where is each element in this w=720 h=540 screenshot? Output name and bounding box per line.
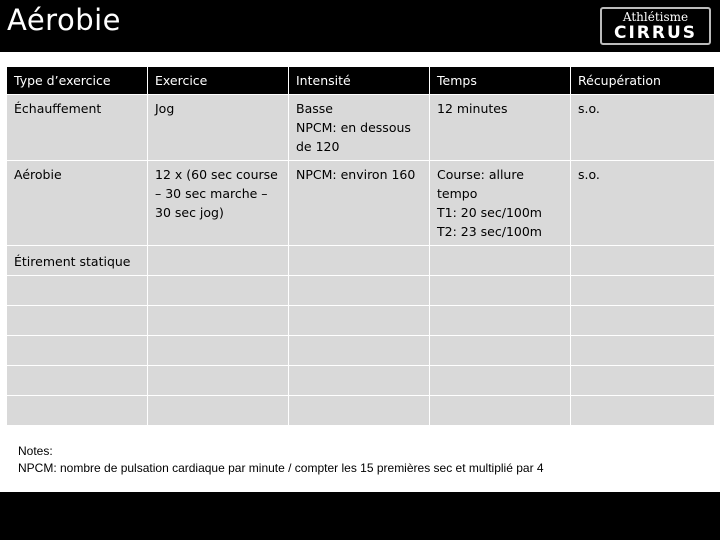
table-cell	[430, 306, 571, 336]
table-cell	[571, 276, 715, 306]
logo-line2: CIRRUS	[613, 23, 698, 43]
table-cell	[148, 246, 289, 276]
header-intensite: Intensité	[289, 67, 430, 95]
table-cell	[289, 306, 430, 336]
table-cell: NPCM: environ 160	[289, 161, 430, 246]
table-cell	[7, 306, 148, 336]
table-cell	[430, 336, 571, 366]
table-cell: Étirement statique	[7, 246, 148, 276]
table-cell	[148, 306, 289, 336]
table-row	[7, 366, 715, 396]
table-cell: s.o.	[571, 161, 715, 246]
table-cell: 12 x (60 sec course – 30 sec marche – 30 sec jog)	[148, 161, 289, 246]
notes-heading: Notes:	[18, 444, 53, 458]
exercise-table	[6, 66, 715, 426]
slide-content	[0, 52, 720, 492]
table-cell	[148, 396, 289, 426]
table-cell	[7, 396, 148, 426]
table-row	[7, 276, 715, 306]
notes-block	[18, 443, 544, 477]
table-cell: Basse NPCM: en dessous de 120	[289, 95, 430, 161]
table-cell	[148, 336, 289, 366]
table-cell	[148, 276, 289, 306]
table-cell	[148, 366, 289, 396]
table-cell	[430, 396, 571, 426]
table-cell	[7, 336, 148, 366]
table-cell	[571, 366, 715, 396]
athletisme-cirrus-logo	[600, 7, 711, 45]
table-cell	[289, 366, 430, 396]
table-cell	[430, 276, 571, 306]
slide-title: Aérobie	[7, 3, 122, 37]
table-cell: s.o.	[571, 95, 715, 161]
table-cell	[289, 246, 430, 276]
notes-text: NPCM: nombre de pulsation cardiaque par minute / compter les 15 premières sec et multiplié par 4	[18, 461, 544, 475]
table-cell	[289, 336, 430, 366]
logo-line1: Athlétisme	[622, 10, 689, 24]
table-cell	[571, 306, 715, 336]
table-cell: Jog	[148, 95, 289, 161]
table-cell	[289, 276, 430, 306]
table-cell: Aérobie	[7, 161, 148, 246]
table-cell	[7, 366, 148, 396]
header-type: Type d’exercice	[7, 67, 148, 95]
table-row	[7, 396, 715, 426]
table-row	[7, 161, 715, 246]
table-row	[7, 95, 715, 161]
table-cell	[289, 396, 430, 426]
table-cell	[571, 396, 715, 426]
header-temps: Temps	[430, 67, 571, 95]
table-cell	[430, 366, 571, 396]
table-cell	[571, 336, 715, 366]
header-recuperation: Récupération	[571, 67, 715, 95]
table-row	[7, 336, 715, 366]
table-cell: Échauffement	[7, 95, 148, 161]
table-cell	[430, 246, 571, 276]
header-exercice: Exercice	[148, 67, 289, 95]
table-row	[7, 246, 715, 276]
table-cell: Course: allure tempo T1: 20 sec/100m T2: 23 sec/100m	[430, 161, 571, 246]
table-header-row	[7, 67, 715, 95]
table-cell	[7, 276, 148, 306]
table-cell	[571, 246, 715, 276]
table-row	[7, 306, 715, 336]
table-cell: 12 minutes	[430, 95, 571, 161]
